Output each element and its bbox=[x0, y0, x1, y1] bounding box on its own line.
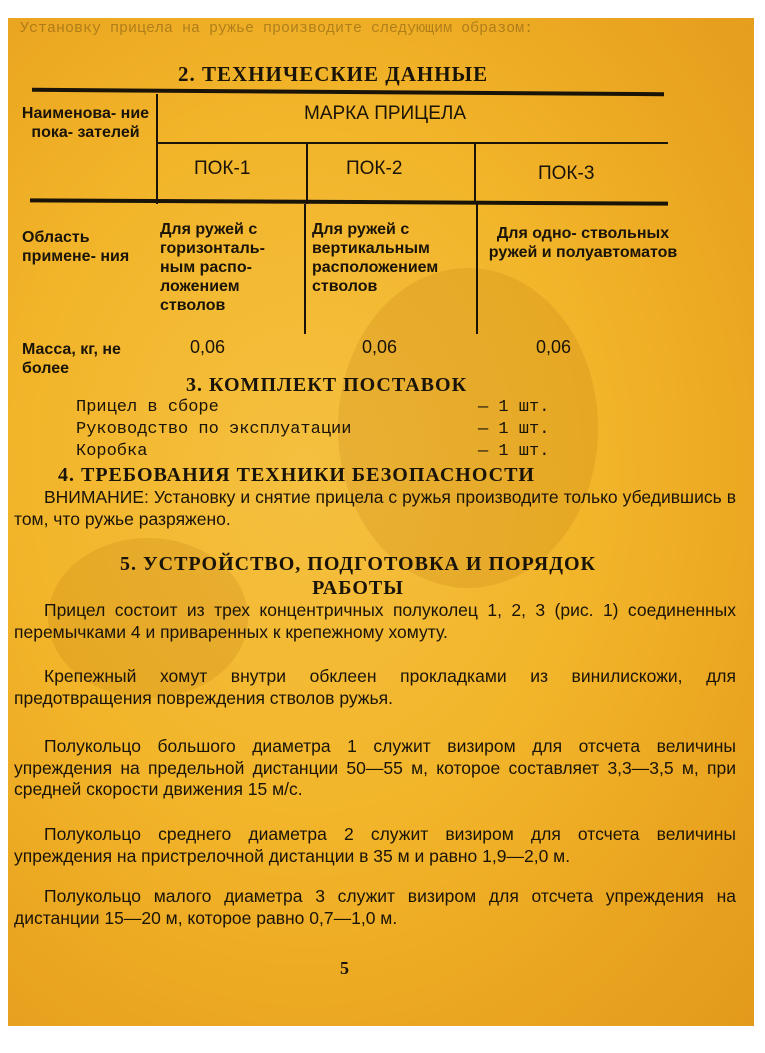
model-pok-3: ПОК-3 bbox=[538, 163, 595, 184]
bleed-through-text: Установку прицела на ружье производите следующим образом: bbox=[20, 20, 534, 37]
table-vline bbox=[304, 204, 306, 334]
document-page bbox=[8, 18, 754, 1026]
paragraph-4 bbox=[14, 824, 736, 867]
model-pok-2: ПОК-2 bbox=[346, 158, 403, 179]
kit-item-qty: — 1 шт. bbox=[478, 442, 550, 461]
table-top-rule bbox=[32, 88, 664, 96]
safety-warning: ВНИМАНИЕ: Установку и снятие прицела с ружья производите только убедившись в том, что ружье разряжено. bbox=[14, 487, 736, 529]
kit-item-name: Руководство по эксплуатации bbox=[76, 420, 352, 439]
table-col-indicator: Наименова- ние пока- зателей bbox=[21, 105, 150, 141]
row-area-value-2: Для ружей с вертикальным расположением стволов bbox=[312, 221, 439, 295]
table-vline bbox=[476, 204, 478, 334]
paragraph-1 bbox=[14, 600, 736, 643]
table-vline bbox=[156, 94, 158, 204]
kit-item-name: Коробка bbox=[76, 442, 148, 461]
section-5-title: 5. УСТРОЙСТВО, ПОДГОТОВКА И ПОРЯДОК РАБОТЫ bbox=[119, 553, 597, 599]
section-2-title: 2. ТЕХНИЧЕСКИЕ ДАННЫЕ bbox=[178, 62, 489, 86]
row-area-value-3: Для одно- ствольных ружей и полуавтоматов bbox=[488, 225, 678, 261]
row-mass-label: Масса, кг, не более bbox=[22, 341, 121, 377]
row-mass-value-2: 0,06 bbox=[362, 337, 398, 357]
paragraph-5 bbox=[14, 886, 736, 929]
paragraph-3 bbox=[14, 736, 736, 801]
kit-item-name: Прицел в сборе bbox=[76, 398, 219, 417]
safety-warning-text bbox=[14, 487, 736, 530]
table-vline bbox=[306, 144, 308, 204]
kit-item-qty: — 1 шт. bbox=[478, 420, 550, 439]
brand-header: МАРКА ПРИЦЕЛА bbox=[304, 103, 467, 124]
row-area-value-1: Для ружей с горизонталь- ным распо- ложением стволов bbox=[160, 221, 265, 314]
row-mass-value-1: 0,06 bbox=[190, 337, 226, 357]
table-mid-rule bbox=[158, 142, 668, 144]
section-4-title: 4. ТРЕБОВАНИЯ ТЕХНИКИ БЕЗОПАСНОСТИ bbox=[58, 464, 535, 486]
paper-stain bbox=[338, 268, 598, 588]
page-number: 5 bbox=[340, 958, 349, 978]
model-pok-1: ПОК-1 bbox=[194, 158, 251, 179]
row-area-label: Область примене- ния bbox=[22, 229, 130, 265]
table-header-bottom-rule bbox=[30, 198, 668, 205]
paragraph-3-text: Полукольцо большого диаметра 1 служит визиром для отсчета величины упреждения на предельной дистанции 50—55 м, которое составляет 3,3—3,5 м, при средней скорости движения 15 м/с. bbox=[14, 736, 736, 799]
section-3-title: 3. КОМПЛЕКТ ПОСТАВОК bbox=[186, 374, 468, 396]
paragraph-4-text: Полукольцо среднего диаметра 2 служит визиром для отсчета величины упреждения на пристрелочной дистанции в 35 м и равно 1,9—2,0 м. bbox=[14, 824, 736, 866]
paragraph-5-text: Полукольцо малого диаметра 3 служит визиром для отсчета упреждения на дистанции 15—20 м, которое равно 0,7—1,0 м. bbox=[14, 886, 736, 928]
kit-item-qty: — 1 шт. bbox=[478, 398, 550, 417]
paragraph-2 bbox=[14, 666, 736, 709]
table-vline bbox=[474, 144, 476, 204]
paragraph-2-text: Крепежный хомут внутри обклеен прокладками из винилискожи, для предотвращения повреждения стволов ружья. bbox=[14, 666, 736, 708]
row-mass-value-3: 0,06 bbox=[536, 337, 572, 357]
paragraph-1-text: Прицел состоит из трех концентричных полуколец 1, 2, 3 (рис. 1) соединенных перемычками 4 и приваренных к крепежному хомуту. bbox=[14, 600, 736, 642]
